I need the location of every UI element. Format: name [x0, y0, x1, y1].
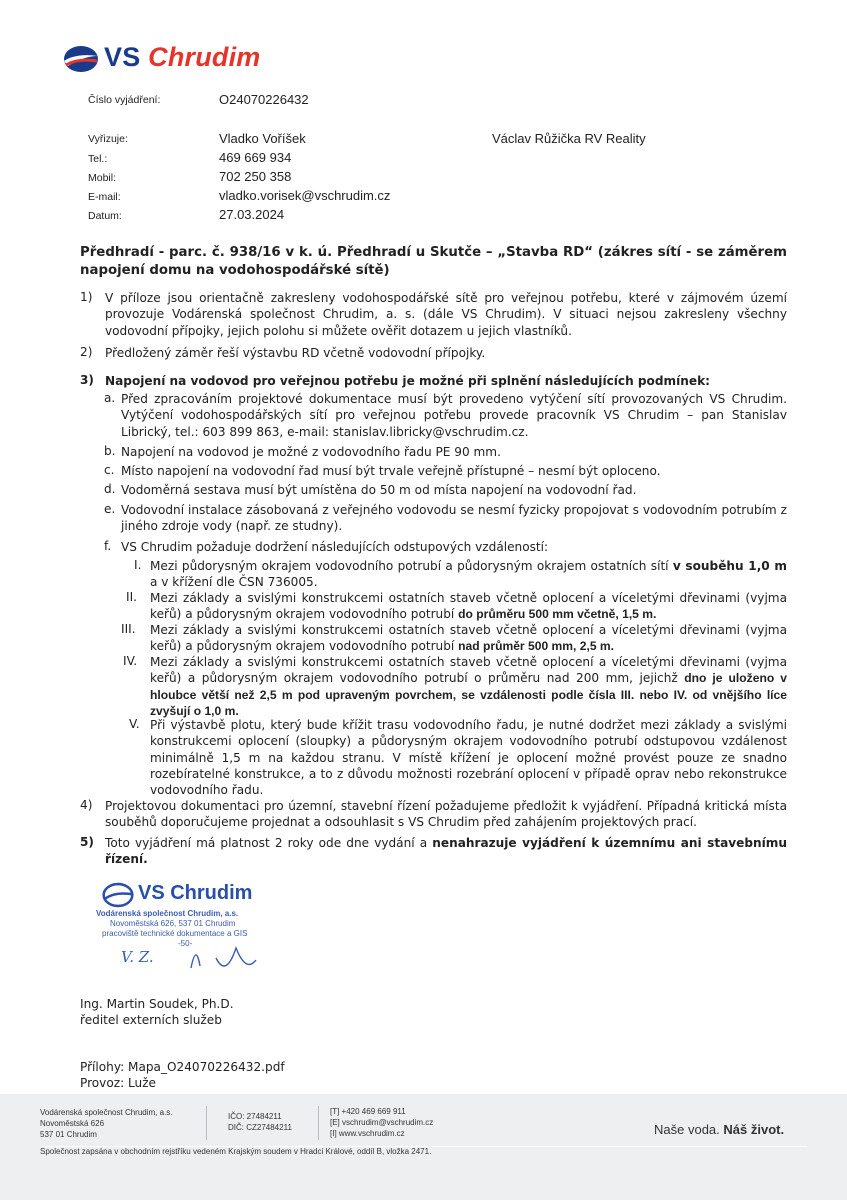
footer-web[interactable]: [I] www.vschrudim.cz	[330, 1129, 405, 1138]
footer-ico: IČO: 27484211	[228, 1112, 282, 1121]
item-iv-marker: IV.	[123, 654, 138, 668]
item-v-text: Při výstavbě plotu, který bude křížit trasu vodovodního řadu, je nutné dodržet mezi základy a svislými konstrukcemi oplocení (sloupky) a půdorysným okrajem vodovodního potrubí odstupovou vzdálenost minimálně 1,5 m na každou stranu. V místě křížení je oplocení možné provést pouze ze snadno rozebíratelné konstrukce, a to z důvodu možnosti rozebrání oplocení v případě oprav nebo rekonstrukce vodovodního řadu.	[150, 718, 787, 798]
item-iv-text: Mezi základy a svislými konstrukcemi ostatních staveb včetně oplocení a víceletými dřevinami (vyjma keřů) a půdorysným okrajem vodovodního potrubí o průměru nad 200 mm, jejichž dno je uloženo v hloubce větší než 2,5 m pod upraveným povrchem, se vzdálenosti podle čísla III. nebo IV. od vnějšího líce zvyšují o 1,0 m.	[150, 655, 787, 718]
email-value: vladko.vorisek@vschrudim.cz	[219, 188, 391, 203]
company-logo	[62, 42, 262, 78]
subject-heading: Předhradí - parc. č. 938/16 v k. ú. Předhradí u Skutče – „Stavba RD“ (zákres sítí - se záměrem napojení domu na vodohospodářské sítě)	[80, 245, 787, 278]
item-b-text: Napojení na vodovod je možné z vodovodního řadu PE 90 mm.	[121, 445, 501, 459]
tel-value: 469 669 934	[219, 150, 292, 165]
logo-vs: VS	[104, 42, 141, 72]
item-1-marker: 1)	[80, 290, 93, 304]
footer-registry: Společnost zapsána v obchodním rejstříku vedeném Krajským soudem v Hradci Králové, oddíl B, vložka 2471.	[40, 1147, 432, 1156]
logo-drop-icon	[62, 44, 100, 74]
item-d-text: Vodoměrná sestava musí být umístěna do 50 m od místa napojení na vodovodní řad.	[121, 483, 637, 497]
item-e-text: Vodovodní instalace zásobovaná z veřejného vodovodu se nesmí fyzicky propojovat s vodovodním potrubím z jiného zdroje vody (např. ze studny).	[121, 503, 787, 534]
stamp-title: VS Chrudim	[138, 882, 253, 904]
stamp-line-2: Novoměstská 626, 537 01 Chrudim	[110, 919, 236, 928]
company-stamp	[96, 878, 286, 983]
stamp-line-1: Vodárenská společnost Chrudim, a.s.	[96, 909, 239, 918]
mobile-value: 702 250 358	[219, 169, 292, 184]
signatory-name: Ing. Martin Soudek, Ph.D.	[80, 997, 234, 1011]
footer-divider-2	[318, 1106, 319, 1140]
item-2-text: Předložený záměr řeší výstavbu RD včetně vodovodní přípojky.	[105, 346, 486, 360]
attachments: Přílohy: Mapa_O24070226432.pdf	[80, 1060, 285, 1074]
logo-chrudim: Chrudim	[148, 42, 261, 72]
handler-value: Vladko Voříšek	[219, 131, 306, 146]
page-footer	[0, 1094, 847, 1200]
item-iii-marker: III.	[121, 622, 136, 636]
item-b-marker: b.	[104, 444, 116, 458]
item-ii-text: Mezi základy a svislými konstrukcemi ostatních staveb včetně oplocení a víceletými dřevinami (vyjma keřů) a půdorysným okrajem vodovodního potrubí do průměru 500 mm včetně, 1,5 m.	[150, 591, 787, 622]
tel-label: Tel.:	[88, 153, 108, 165]
item-c-marker: c.	[104, 463, 115, 477]
item-3-marker: 3)	[80, 373, 94, 387]
email-label: E-mail:	[88, 191, 121, 203]
footer-company: Vodárenská společnost Chrudim, a.s.	[40, 1108, 173, 1117]
item-f-text: VS Chrudim požaduje dodržení následujících odstupových vzdáleností:	[121, 540, 549, 554]
footer-dic: DIČ: CZ27484211	[228, 1123, 292, 1132]
item-a-text: Před zpracováním projektové dokumentace musí být provedeno vytýčení sítí provozovaných VS Chrudim. Vytýčení vodohospodářských sítí pro veřejnou potřebu provede pracovník VS Chrudim – pan Stanislav Librický, tel.: 603 899 863, e-mail: stanislav.libricky@vschrudim.cz.	[121, 392, 787, 439]
item-d-marker: d.	[104, 482, 116, 496]
operation-site: Provoz: Luže	[80, 1076, 156, 1090]
item-c-text: Místo napojení na vodovodní řad musí být trvale veřejně přístupné – nesmí být oploceno.	[121, 464, 661, 478]
item-5-text: Toto vyjádření má platnost 2 roky ode dne vydání a nenahrazuje vyjádření k územnímu ani stavebnímu řízení.	[105, 836, 787, 867]
footer-tel: [T] +420 469 669 911	[330, 1107, 406, 1116]
footer-email[interactable]: [E] vschrudim@vschrudim.cz	[330, 1118, 434, 1127]
footer-city: 537 01 Chrudim	[40, 1130, 97, 1139]
stamp-drop-icon	[102, 882, 134, 908]
recipient-name: Václav Růžička RV Reality	[492, 131, 646, 146]
item-f-marker: f.	[104, 539, 112, 553]
item-a-marker: a.	[104, 391, 116, 405]
item-5-marker: 5)	[80, 835, 94, 849]
item-v-marker: V.	[129, 717, 140, 731]
ref-number-value: O24070226432	[219, 92, 309, 107]
item-1-text: V příloze jsou orientačně zakresleny vodohospodářské sítě pro veřejnou potřebu, které v zájmovém území provozuje Vodárenská společnost Chrudim, a. s. (dále VS Chrudim). V situaci nejsou zakresleny všechny vodovodní přípojky, jejich polohu si můžete ověřit dotazem u jejich vlastníků.	[105, 291, 787, 338]
item-4-marker: 4)	[80, 798, 93, 812]
date-value: 27.03.2024	[219, 207, 285, 222]
item-i-bold: v souběhu 1,0 m	[672, 559, 787, 573]
item-e-marker: e.	[104, 502, 116, 516]
footer-slogan: Naše voda. Náš život.	[654, 1122, 785, 1137]
handler-label: Vyřizuje:	[88, 133, 128, 145]
item-5-bold: nenahrazuje vyjádření k územnímu ani stavebnímu řízení.	[105, 836, 787, 867]
handwritten-initials: V. Z.	[121, 948, 154, 966]
item-iii-text: Mezi základy a svislými konstrukcemi ostatních staveb včetně oplocení a víceletými dřevinami (vyjma keřů) a půdorysným okrajem vodovodního potrubí nad průměr 500 mm, 2,5 m.	[150, 623, 787, 654]
item-4-text: Projektovou dokumentaci pro územní, stavební řízení požadujeme předložit k vyjádření. Případná kritická místa souběhů doporučujeme projednat a odsouhlasit s VS Chrudim před zahájením projektových prací.	[105, 799, 787, 830]
mobile-label: Mobil:	[88, 172, 117, 184]
stamp-line-4: -50-	[178, 939, 193, 948]
item-iv-bold: dno je uloženo v hloubce větší než 2,5 m pod upraveným povrchem, se vzdálenosti podle čísla III. nebo IV. od vnějšího líce zvyšují o 1,0 m.	[150, 671, 787, 718]
item-ii-bold: do průměru 500 mm včetně, 1,5 m.	[458, 607, 657, 622]
stamp-line-3: pracoviště technické dokumentace a GIS	[102, 929, 248, 938]
ref-number-label: Číslo vyjádření:	[88, 94, 161, 106]
item-iii-bold: nad průměr 500 mm, 2,5 m.	[458, 639, 615, 654]
footer-street: Novoměstská 626	[40, 1119, 105, 1128]
item-i-marker: I.	[134, 558, 142, 572]
date-label: Datum:	[88, 210, 122, 222]
item-ii-marker: II.	[126, 590, 137, 604]
item-2-marker: 2)	[80, 345, 93, 359]
item-i-text: Mezi půdorysným okrajem vodovodního potrubí a půdorysným okrajem ostatních sítí v souběhu 1,0 m a v křížení dle ČSN 736005.	[150, 559, 787, 590]
footer-divider-1	[206, 1106, 207, 1140]
signatory-role: ředitel externích služeb	[80, 1013, 222, 1027]
item-3-text: Napojení na vodovod pro veřejnou potřebu je možné při splnění následujících podmínek:	[105, 374, 710, 388]
signature-stroke-icon	[186, 938, 266, 978]
